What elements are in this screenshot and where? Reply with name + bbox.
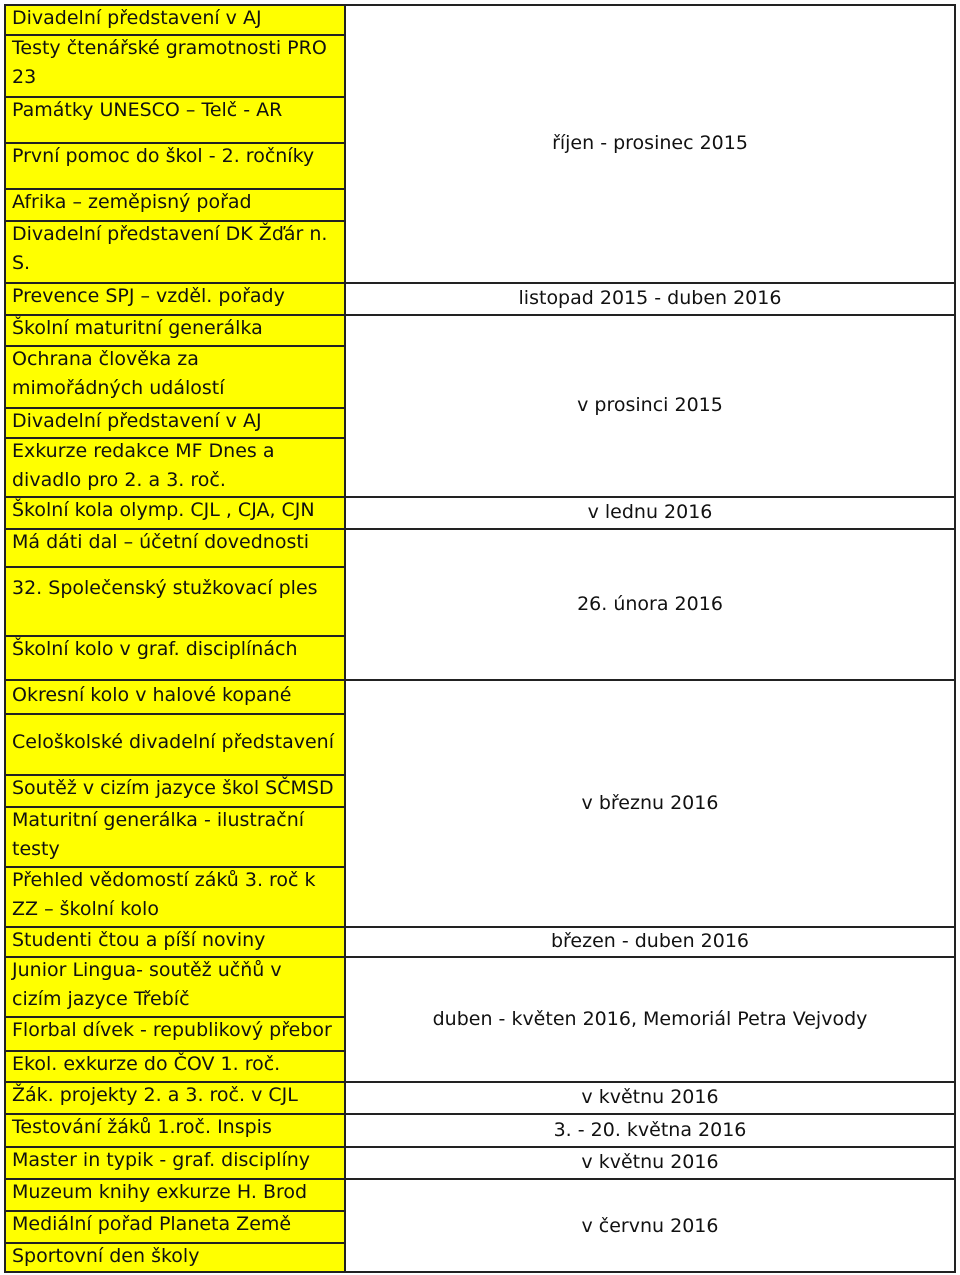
row-divider xyxy=(4,713,344,715)
event-cell: Divadelní představení DK Žďár n. S. xyxy=(12,223,328,274)
row-divider xyxy=(4,496,344,498)
row-divider xyxy=(4,806,344,808)
date-cell: březen - duben 2016 xyxy=(550,930,750,952)
event-cell: Mediální pořad Planeta Země xyxy=(12,1213,292,1235)
row-divider xyxy=(4,1081,344,1083)
row-divider xyxy=(4,96,344,98)
event-cell: Exkurze redakce MF Dnes a divadlo pro 2. a 3. roč. xyxy=(12,440,275,491)
row-divider xyxy=(4,528,344,530)
row-divider xyxy=(4,1113,344,1115)
date-cell: v květnu 2016 xyxy=(581,1151,719,1173)
date-cell: listopad 2015 - duben 2016 xyxy=(518,287,782,309)
date-cell: v březnu 2016 xyxy=(581,791,719,814)
column-divider xyxy=(344,4,346,1273)
event-cell: Master in typik - graf. disciplíny xyxy=(12,1149,311,1171)
schedule-table xyxy=(4,4,956,1273)
row-divider xyxy=(4,635,344,637)
date-divider xyxy=(344,679,956,681)
row-divider xyxy=(4,1210,344,1212)
row-divider xyxy=(4,345,344,347)
date-divider xyxy=(344,1113,956,1115)
date-cell: v červnu 2016 xyxy=(581,1214,719,1237)
date-divider xyxy=(344,1146,956,1148)
row-divider xyxy=(4,282,344,284)
event-cell: Afrika – zeměpisný pořad xyxy=(12,191,252,213)
event-cell: Maturitní generálka - ilustrační testy xyxy=(12,809,305,860)
event-cell: Divadelní představení v AJ xyxy=(12,7,262,29)
event-cell: Školní kola olymp. CJL , CJA, CJN xyxy=(12,499,315,521)
event-cell: Školní maturitní generálka xyxy=(12,317,263,339)
row-divider xyxy=(4,188,344,190)
event-cell: Prevence SPJ – vzděl. pořady xyxy=(12,285,285,307)
event-cell: První pomoc do škol - 2. ročníky xyxy=(12,145,315,167)
date-divider xyxy=(344,496,956,498)
row-divider xyxy=(4,34,344,36)
row-divider xyxy=(4,1242,344,1244)
row-divider xyxy=(4,679,344,681)
event-cell: Sportovní den školy xyxy=(12,1245,200,1267)
event-cell: Památky UNESCO – Telč - AR xyxy=(12,99,283,121)
event-cell: Okresní kolo v halové kopané xyxy=(12,684,292,706)
date-cell: duben - květen 2016, Memoriál Petra Vejvody xyxy=(432,1007,868,1030)
row-divider xyxy=(4,774,344,776)
row-divider xyxy=(4,220,344,222)
event-cell: 32. Společenský stužkovací ples xyxy=(12,577,318,599)
row-divider xyxy=(4,1146,344,1148)
row-divider xyxy=(4,1050,344,1052)
row-divider xyxy=(4,407,344,409)
date-divider xyxy=(344,956,956,958)
date-divider xyxy=(344,528,956,530)
row-divider xyxy=(4,926,344,928)
date-divider xyxy=(344,1081,956,1083)
row-divider xyxy=(4,866,344,868)
row-divider xyxy=(4,566,344,568)
event-cell: Ochrana člověka za mimořádných událostí xyxy=(12,348,225,399)
event-cell: Muzeum knihy exkurze H. Brod xyxy=(12,1181,308,1203)
event-cell: Testování žáků 1.roč. Inspis xyxy=(12,1116,272,1138)
event-cell: Ekol. exkurze do ČOV 1. roč. xyxy=(12,1053,281,1075)
event-cell: Studenti čtou a píší noviny xyxy=(12,929,266,951)
event-cell: Celoškolské divadelní představení xyxy=(12,731,335,753)
event-cell: Testy čtenářské gramotnosti PRO 23 xyxy=(12,37,327,88)
event-cell: Florbal dívek - republikový přebor xyxy=(12,1019,332,1041)
event-cell: Školní kolo v graf. disciplínách xyxy=(12,638,298,660)
date-divider xyxy=(344,314,956,316)
event-cell: Přehled vědomostí záků 3. roč k ZZ – školní kolo xyxy=(12,869,316,920)
row-divider xyxy=(4,314,344,316)
row-divider xyxy=(4,142,344,144)
row-divider xyxy=(4,956,344,958)
date-cell: říjen - prosinec 2015 xyxy=(552,132,748,154)
row-divider xyxy=(4,1016,344,1018)
event-cell: Má dáti dal – účetní dovednosti xyxy=(12,531,310,553)
date-cell: v prosinci 2015 xyxy=(577,394,723,416)
date-cell: v květnu 2016 xyxy=(581,1086,719,1108)
date-cell: 3. - 20. května 2016 xyxy=(553,1118,747,1141)
row-divider xyxy=(4,437,344,439)
date-divider xyxy=(344,926,956,928)
date-cell: v lednu 2016 xyxy=(587,501,713,523)
event-cell: Divadelní představení v AJ xyxy=(12,410,262,432)
date-divider xyxy=(344,1178,956,1180)
event-cell: Junior Lingua- soutěž učňů v cizím jazyce Třebíč xyxy=(12,959,282,1010)
date-divider xyxy=(344,282,956,284)
event-cell: Soutěž v cizím jazyce škol SČMSD xyxy=(12,777,334,799)
row-divider xyxy=(4,1178,344,1180)
event-cell: Žák. projekty 2. a 3. roč. v CJL xyxy=(12,1084,298,1106)
date-cell: 26. února 2016 xyxy=(577,592,723,615)
